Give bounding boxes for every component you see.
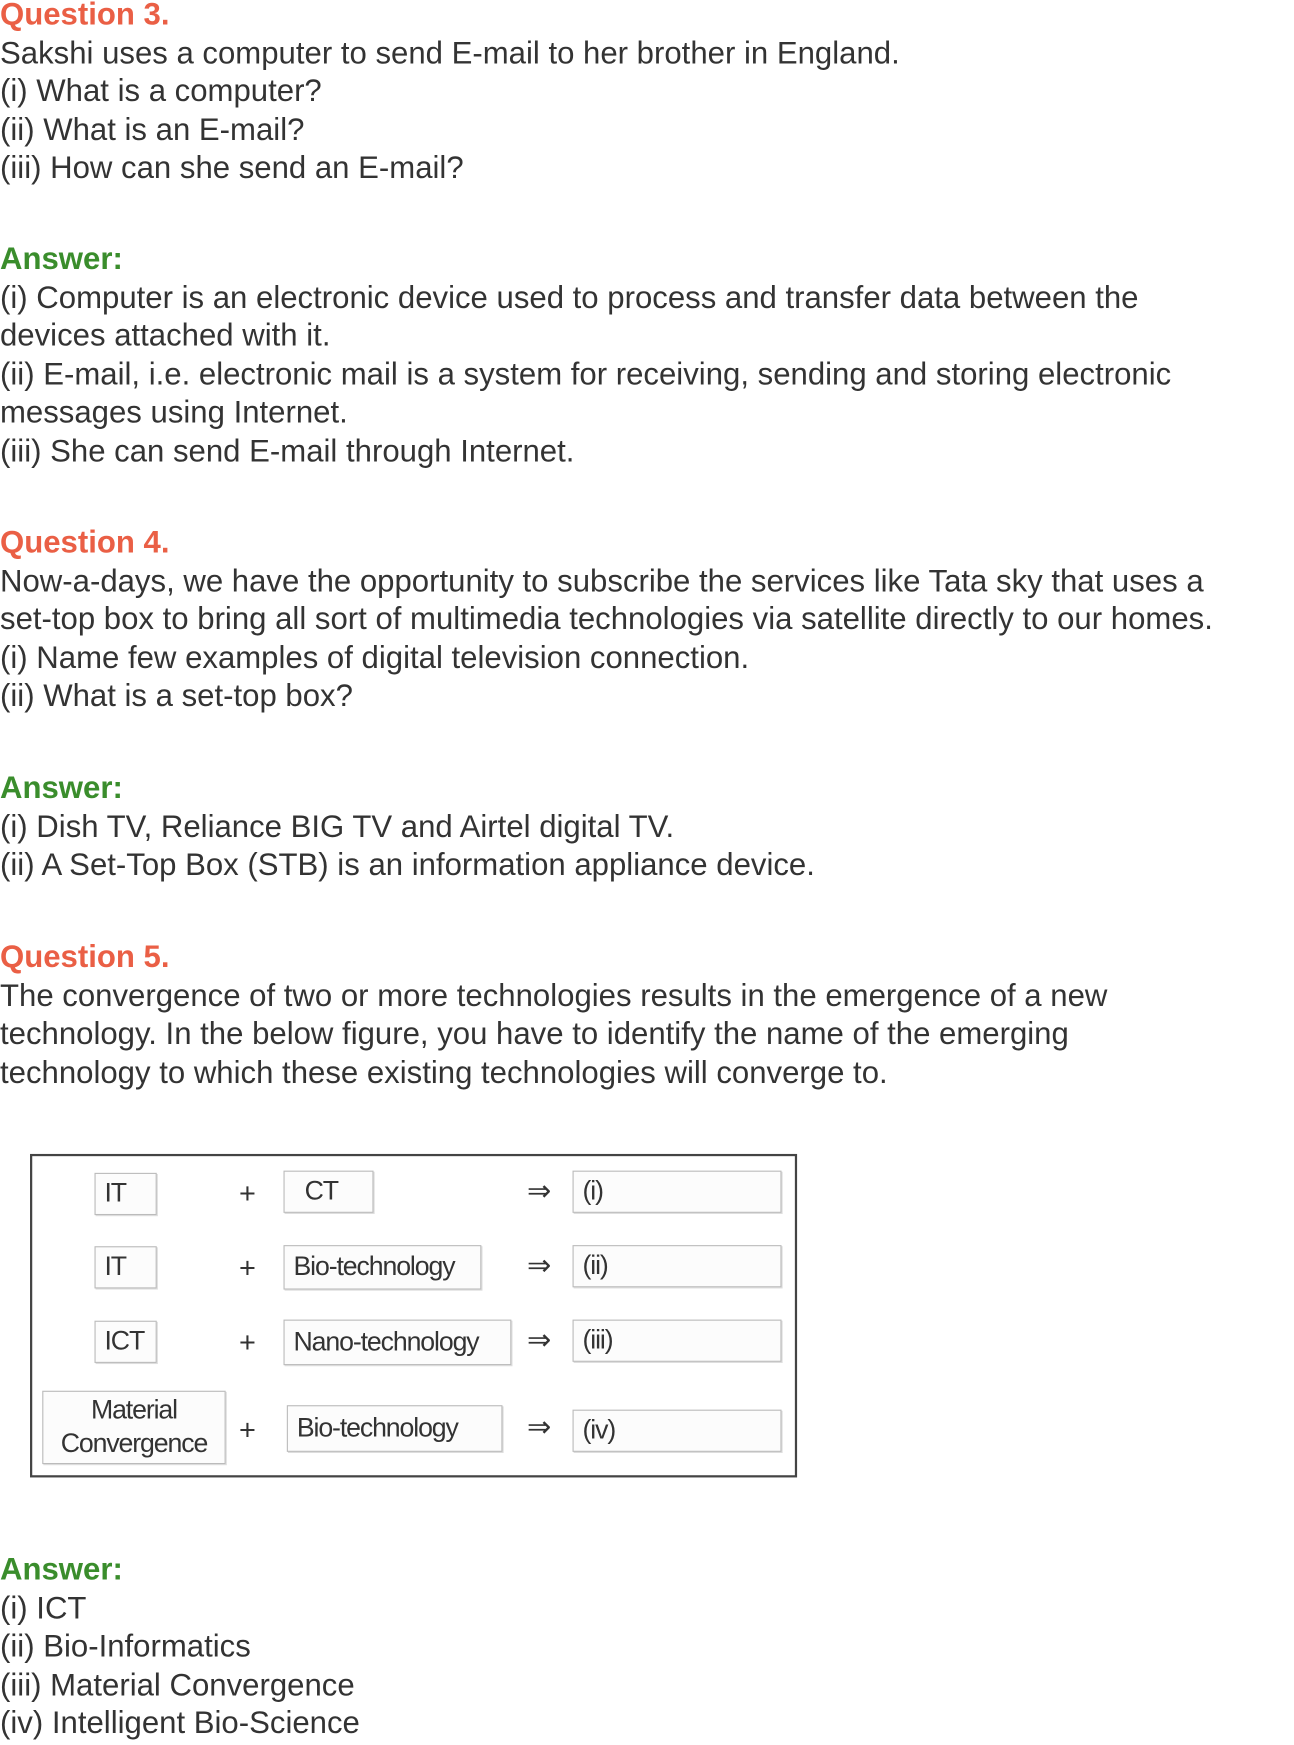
text-line: devices attached with it. [0,318,331,353]
text-line: messages using Internet. [0,395,348,430]
tech-box: IT [94,1173,156,1215]
text-line: Sakshi uses a computer to send E-mail to her brother in England. [0,35,900,70]
arrow-icon: ⇒ [526,1173,551,1208]
text-line: technology to which these existing technologies will converge to. [0,1054,888,1090]
plus-sign: + [239,1325,255,1359]
arrow-icon: ⇒ [526,1322,551,1357]
text-line: (i) Computer is an electronic device used to process and transfer data between the [0,279,1139,315]
text-line: (ii) Bio-Informatics [0,1628,251,1664]
text-line: (i) ICT [0,1590,87,1625]
plus-sign: + [239,1250,255,1285]
answer-blank: (iii) [573,1320,782,1362]
text-line: (ii) E-mail, i.e. electronic mail is a system for receiving, sending and storing electronic [0,356,1172,392]
text-line: technology. In the below figure, you have to identify the name of the emerging [0,1016,1069,1051]
question-3 [0,0,900,188]
text-line: (i) Name few examples of digital television connection. [0,640,750,675]
answer-blank: (i) [573,1171,782,1213]
arrow-icon: ⇒ [526,1248,551,1282]
answer-heading: Answer: [0,1551,123,1587]
text-line: (ii) A Set-Top Box (STB) is an information appliance device. [0,847,815,882]
plus-sign: + [239,1412,255,1447]
question-heading: Question 5. [0,939,170,974]
plus-sign: + [239,1176,255,1210]
text-line: (iii) How can she send an E-mail? [0,150,464,185]
question-5 [0,938,1107,1092]
answer-3 [0,240,1171,471]
text-line: (ii) What is a set-top box? [0,678,353,714]
question-4 [0,524,1213,716]
answer-heading: Answer: [0,241,123,276]
text-line: (iii) She can send E-mail through Internet. [0,433,575,468]
answer-blank: (iv) [573,1410,782,1452]
arrow-icon: ⇒ [526,1409,551,1443]
text-line: (iv) Intelligent Bio-Science [0,1705,360,1741]
text-line: set-top box to bring all sort of multimedia technologies via satellite directly to our homes. [0,601,1213,637]
tech-box-material-convergence [42,1391,225,1464]
tech-box: IT [94,1246,156,1288]
answer-5 [0,1551,360,1743]
text-line: The convergence of two or more technologies results in the emergence of a new [0,977,1108,1013]
tech-box: Bio-technology [283,1245,481,1289]
tech-box: Bio-technology [287,1405,503,1452]
convergence-figure [30,1154,797,1478]
text-line: (iii) Material Convergence [0,1667,355,1702]
tech-box: CT [283,1171,373,1213]
question-heading: Question 4. [0,524,170,560]
tech-label: Material [90,1395,177,1426]
tech-label: Convergence [60,1428,208,1459]
question-heading: Question 3. [0,0,170,32]
answer-blank: (ii) [573,1245,782,1287]
text-line: (ii) What is an E-mail? [0,112,305,147]
text-line: (i) Dish TV, Reliance BIG TV and Airtel digital TV. [0,808,675,844]
text-line: (i) What is a computer? [0,73,322,109]
text-line: Now-a-days, we have the opportunity to subscribe the services like Tata sky that uses a [0,563,1204,598]
tech-box: Nano-technology [283,1320,511,1366]
answer-heading: Answer: [0,770,123,805]
tech-box: ICT [94,1321,156,1363]
answer-4 [0,769,815,884]
